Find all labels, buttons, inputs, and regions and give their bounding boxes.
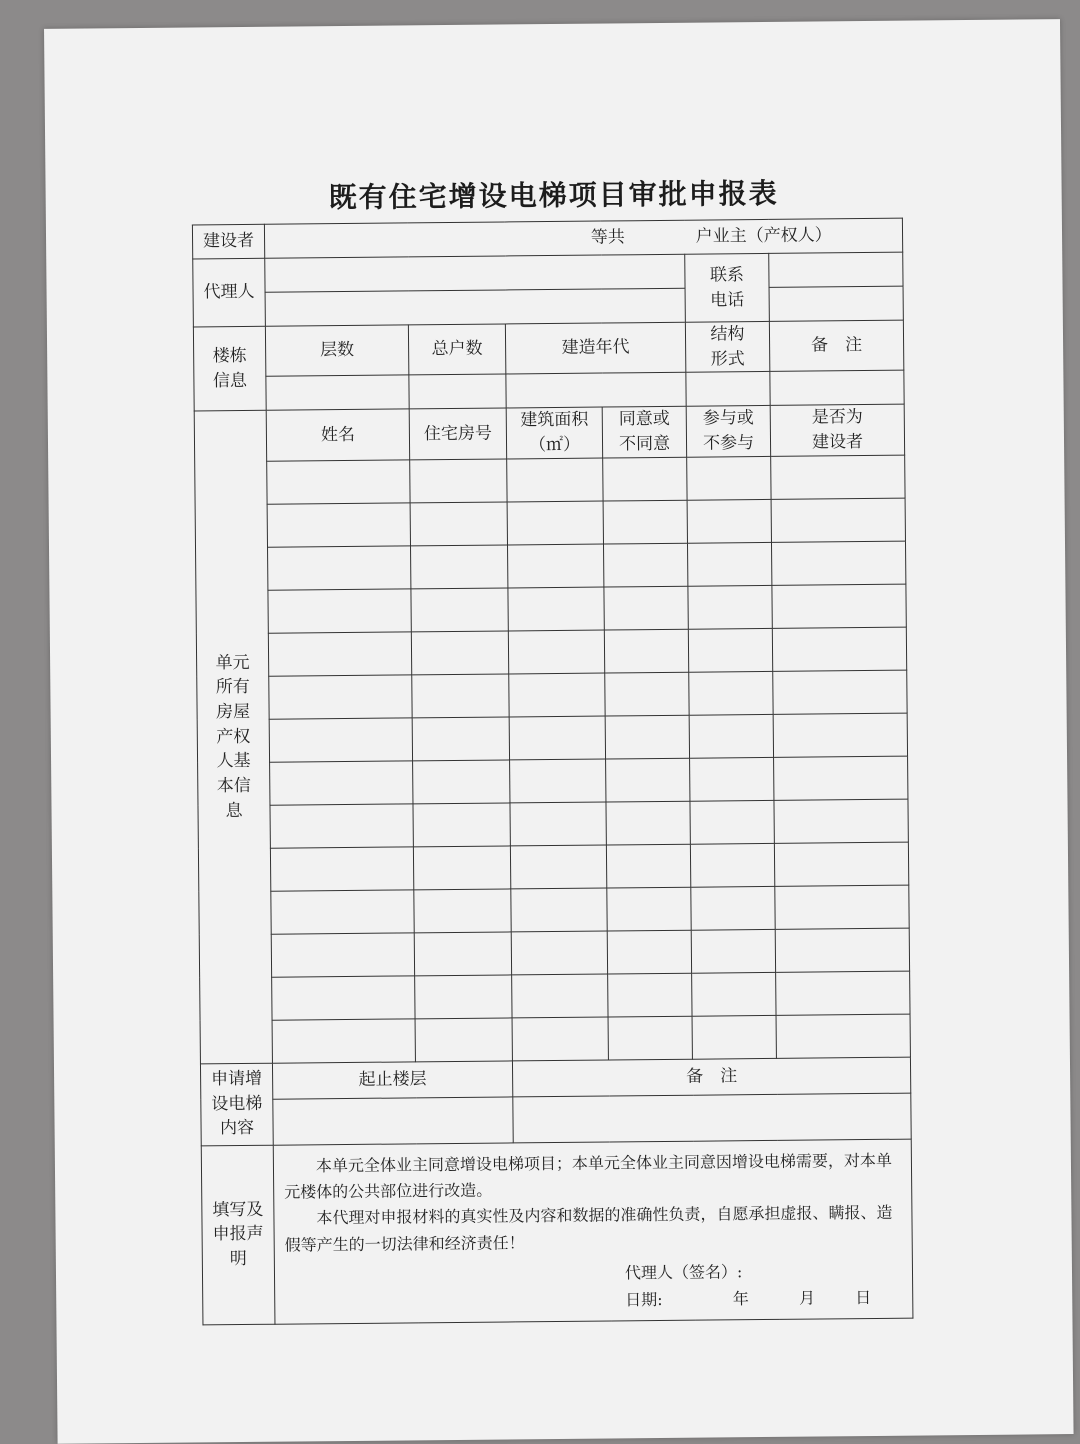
name-cell[interactable] bbox=[272, 975, 415, 1019]
area-cell[interactable] bbox=[508, 630, 604, 674]
structure-field[interactable] bbox=[686, 372, 770, 407]
room-cell[interactable] bbox=[410, 545, 507, 589]
is-builder-cell[interactable] bbox=[773, 713, 907, 757]
agent-signature-label: 代理人（签名）: bbox=[624, 1262, 743, 1283]
declaration-text bbox=[273, 1139, 913, 1324]
is-builder-cell[interactable] bbox=[771, 498, 905, 542]
agree-cell[interactable] bbox=[607, 930, 691, 974]
room-cell[interactable] bbox=[412, 717, 509, 761]
room-cell[interactable] bbox=[413, 845, 510, 889]
participate-cell[interactable] bbox=[689, 671, 773, 715]
floors-field[interactable] bbox=[266, 375, 409, 410]
is-builder-cell[interactable] bbox=[775, 928, 909, 972]
participate-cell[interactable] bbox=[691, 929, 775, 973]
name-header: 姓名 bbox=[266, 409, 409, 461]
participate-cell[interactable] bbox=[690, 757, 774, 801]
paper-sheet bbox=[44, 19, 1074, 1444]
room-cell[interactable] bbox=[415, 974, 512, 1018]
room-cell[interactable] bbox=[412, 674, 509, 718]
is-builder-cell[interactable] bbox=[774, 842, 908, 886]
elevator-remarks-field[interactable] bbox=[513, 1093, 911, 1143]
table-row bbox=[199, 885, 909, 935]
room-cell[interactable] bbox=[414, 931, 511, 975]
area-cell[interactable] bbox=[509, 716, 605, 760]
name-cell[interactable] bbox=[267, 459, 410, 503]
room-cell[interactable] bbox=[413, 803, 510, 847]
area-cell[interactable] bbox=[511, 888, 607, 932]
area-cell[interactable] bbox=[510, 802, 606, 846]
agree-cell[interactable] bbox=[608, 973, 692, 1017]
name-cell[interactable] bbox=[271, 889, 414, 933]
is-builder-cell[interactable] bbox=[771, 455, 905, 499]
elevator-content-label: 申请增 设电梯 内容 bbox=[200, 1063, 273, 1146]
area-cell[interactable] bbox=[507, 458, 603, 502]
table-row bbox=[195, 498, 905, 548]
builder-label: 建设者 bbox=[192, 224, 264, 259]
date-year: 年 bbox=[732, 1289, 749, 1309]
agree-header: 同意或 不同意 bbox=[602, 407, 686, 458]
area-cell[interactable] bbox=[512, 974, 608, 1018]
agree-cell[interactable] bbox=[607, 887, 691, 931]
declaration-para-2: 本代理对申报材料的真实性及内容和数据的准确性负责，自愿承担虚报、瞒报、造假等产生的一切法律和经济责任！ bbox=[284, 1203, 893, 1255]
is-builder-cell[interactable] bbox=[775, 885, 909, 929]
agree-cell[interactable] bbox=[608, 1016, 692, 1060]
table-row bbox=[197, 713, 907, 763]
name-cell[interactable] bbox=[268, 588, 411, 632]
name-cell[interactable] bbox=[272, 1018, 415, 1062]
table-row bbox=[198, 799, 908, 849]
area-cell[interactable] bbox=[507, 544, 603, 588]
table-row bbox=[196, 584, 906, 634]
room-cell[interactable] bbox=[413, 760, 510, 804]
is-builder-cell[interactable] bbox=[773, 670, 907, 714]
application-form-table bbox=[192, 218, 914, 1325]
table-row bbox=[198, 842, 908, 892]
date-day: 日 bbox=[855, 1288, 872, 1308]
owners-info-label: 单元 所有 房屋 产权 人基 本信 息 bbox=[194, 411, 272, 1064]
declaration-para-1: 本单元全体业主同意增设电梯项目；本单元全体业主同意因增设电梯需要，对本单元楼体的公共部位进行改造。 bbox=[284, 1150, 893, 1202]
agree-cell[interactable] bbox=[603, 500, 687, 544]
room-cell[interactable] bbox=[410, 459, 507, 503]
name-cell[interactable] bbox=[268, 545, 411, 589]
participate-cell[interactable] bbox=[687, 499, 771, 543]
contact-phone-label: 联系 电话 bbox=[685, 253, 770, 322]
builder-owners-text: 户业主（产权人） bbox=[695, 225, 832, 247]
date-month: 月 bbox=[798, 1288, 816, 1308]
building-info-label: 楼栋 信息 bbox=[193, 326, 266, 411]
room-cell[interactable] bbox=[411, 588, 508, 632]
participate-cell[interactable] bbox=[688, 628, 772, 672]
is-builder-cell[interactable] bbox=[776, 971, 910, 1015]
area-cell[interactable] bbox=[511, 931, 607, 975]
is-builder-header: 是否为 建设者 bbox=[770, 404, 905, 456]
area-cell[interactable] bbox=[510, 845, 606, 889]
participate-cell[interactable] bbox=[687, 542, 771, 586]
agree-cell[interactable] bbox=[606, 758, 690, 802]
room-cell[interactable] bbox=[414, 888, 511, 932]
name-cell[interactable] bbox=[270, 846, 413, 890]
name-cell[interactable] bbox=[270, 760, 413, 804]
is-builder-cell[interactable] bbox=[774, 799, 908, 843]
agree-cell[interactable] bbox=[606, 801, 690, 845]
agree-cell[interactable] bbox=[603, 543, 687, 587]
floor-range-header: 起止楼层 bbox=[272, 1060, 512, 1098]
agent-field-1[interactable] bbox=[265, 254, 685, 292]
area-cell[interactable] bbox=[508, 587, 604, 631]
name-cell[interactable] bbox=[269, 717, 412, 761]
table-row bbox=[198, 756, 908, 806]
year-built-field[interactable] bbox=[506, 373, 686, 409]
area-header: 建筑面积 （㎡） bbox=[506, 407, 602, 458]
area-cell[interactable] bbox=[512, 1017, 608, 1061]
participate-cell[interactable] bbox=[690, 843, 774, 887]
floors-header: 层数 bbox=[265, 325, 408, 377]
table-row bbox=[195, 455, 905, 505]
households-header: 总户数 bbox=[408, 324, 505, 375]
table-row bbox=[196, 627, 906, 677]
date-label: 日期: bbox=[625, 1290, 663, 1310]
participate-cell[interactable] bbox=[692, 972, 776, 1016]
table-row bbox=[197, 670, 907, 720]
participate-cell[interactable] bbox=[688, 585, 772, 629]
agree-cell[interactable] bbox=[605, 672, 689, 716]
participate-cell[interactable] bbox=[692, 1015, 776, 1059]
is-builder-cell[interactable] bbox=[776, 1014, 910, 1058]
building-remarks-header: 备 注 bbox=[769, 320, 904, 372]
is-builder-cell[interactable] bbox=[774, 756, 908, 800]
table-row bbox=[196, 541, 906, 591]
area-cell[interactable] bbox=[507, 501, 603, 545]
is-builder-cell[interactable] bbox=[771, 541, 905, 585]
name-cell[interactable] bbox=[271, 932, 414, 976]
participate-cell[interactable] bbox=[689, 714, 773, 758]
structure-header: 结构 形式 bbox=[685, 321, 769, 372]
elevator-remarks-header: 备 注 bbox=[512, 1057, 910, 1097]
room-cell[interactable] bbox=[410, 502, 507, 546]
participate-cell[interactable] bbox=[690, 800, 774, 844]
agree-cell[interactable] bbox=[604, 586, 688, 630]
agree-cell[interactable] bbox=[604, 629, 688, 673]
table-row bbox=[200, 1014, 910, 1064]
agree-cell[interactable] bbox=[606, 844, 690, 888]
participate-cell[interactable] bbox=[691, 886, 775, 930]
name-cell[interactable] bbox=[270, 803, 413, 847]
is-builder-cell[interactable] bbox=[772, 584, 906, 628]
is-builder-cell[interactable] bbox=[772, 627, 906, 671]
name-cell[interactable] bbox=[269, 674, 412, 718]
room-cell[interactable] bbox=[415, 1017, 512, 1061]
agree-cell[interactable] bbox=[605, 715, 689, 759]
builder-deng-gong: 等共 bbox=[590, 227, 625, 248]
participate-header: 参与或 不参与 bbox=[686, 406, 770, 457]
contact-phone-field-2[interactable] bbox=[769, 286, 903, 321]
name-cell[interactable] bbox=[267, 502, 410, 546]
contact-phone-field-1[interactable] bbox=[769, 252, 903, 287]
room-header: 住宅房号 bbox=[409, 408, 506, 459]
year-built-header: 建造年代 bbox=[505, 322, 685, 374]
date-line bbox=[625, 1284, 902, 1314]
table-row bbox=[200, 971, 910, 1021]
room-cell[interactable] bbox=[411, 631, 508, 675]
building-remarks-field[interactable] bbox=[770, 370, 904, 405]
households-field[interactable] bbox=[409, 374, 506, 409]
floor-range-field[interactable] bbox=[273, 1096, 513, 1144]
area-cell[interactable] bbox=[510, 759, 606, 803]
agree-cell[interactable] bbox=[603, 457, 687, 501]
agent-label: 代理人 bbox=[193, 258, 266, 327]
table-row bbox=[199, 928, 909, 978]
declaration-label: 填写及 申报声 明 bbox=[201, 1145, 275, 1325]
agent-field-2[interactable] bbox=[265, 288, 685, 326]
name-cell[interactable] bbox=[268, 631, 411, 675]
participate-cell[interactable] bbox=[687, 456, 771, 500]
form-title: 既有住宅增设电梯项目审批申报表 bbox=[328, 176, 779, 215]
area-cell[interactable] bbox=[509, 673, 605, 717]
